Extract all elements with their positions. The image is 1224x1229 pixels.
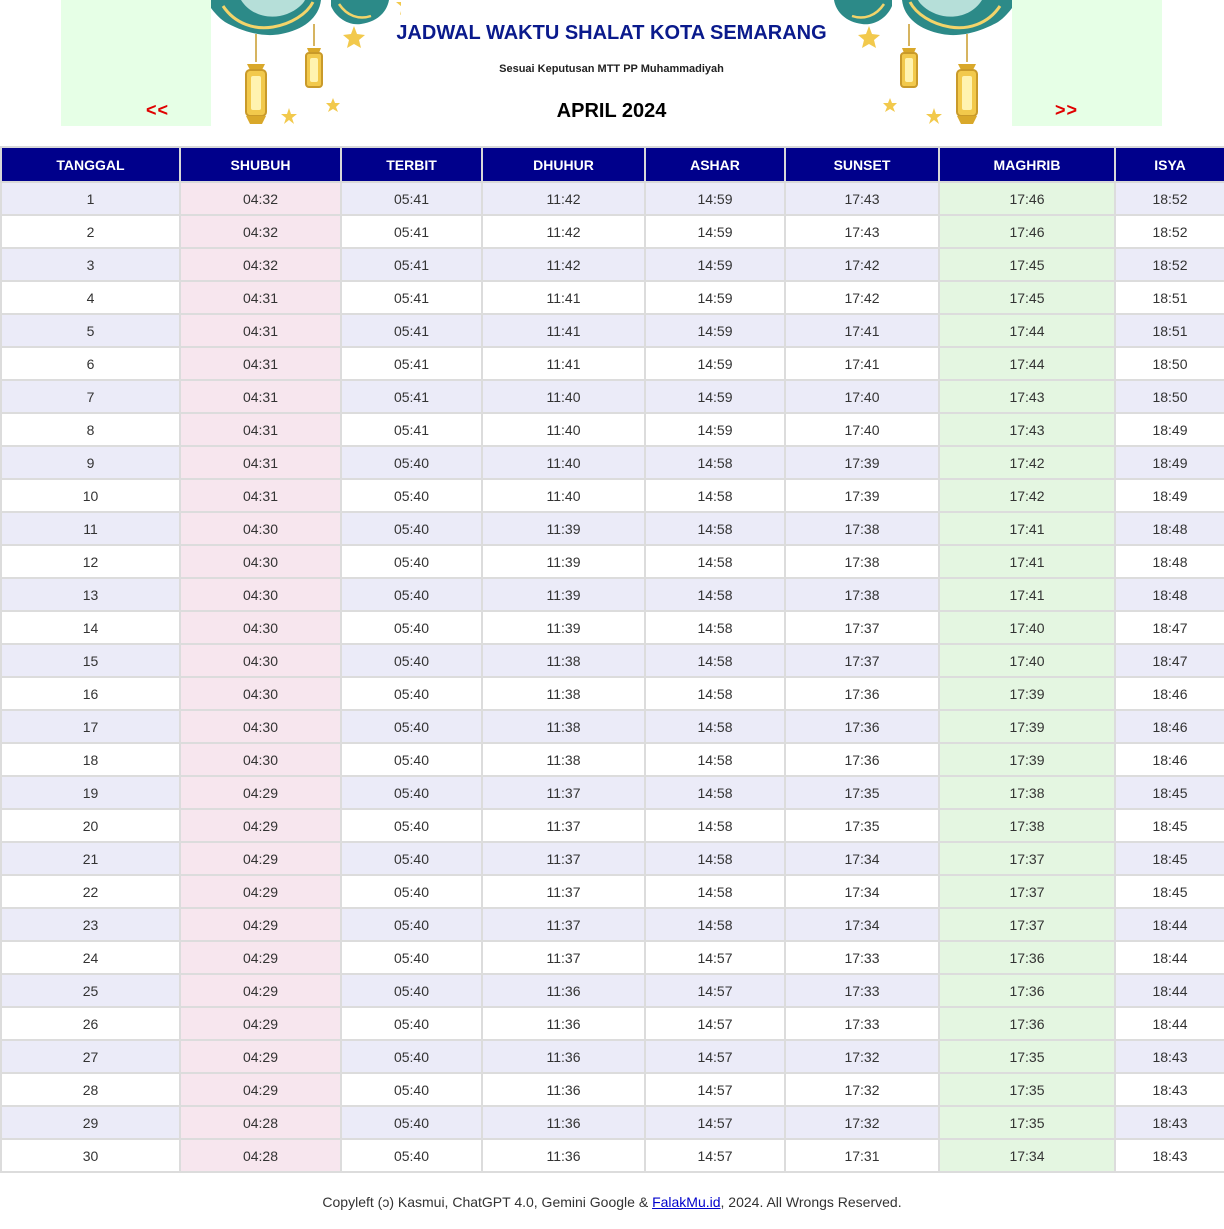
- cell-ashar: 14:59: [645, 182, 785, 215]
- cell-terbit: 05:41: [341, 347, 482, 380]
- cell-isya: 18:43: [1115, 1106, 1224, 1139]
- cell-tanggal: 21: [1, 842, 180, 875]
- cell-tanggal: 10: [1, 479, 180, 512]
- cell-ashar: 14:58: [645, 776, 785, 809]
- cell-terbit: 05:41: [341, 380, 482, 413]
- cell-shubuh: 04:29: [180, 1073, 341, 1106]
- table-row: [1, 611, 1224, 644]
- cell-tanggal: 22: [1, 875, 180, 908]
- cell-tanggal: 7: [1, 380, 180, 413]
- cell-shubuh: 04:29: [180, 1007, 341, 1040]
- cell-terbit: 05:41: [341, 413, 482, 446]
- cell-ashar: 14:58: [645, 875, 785, 908]
- cell-terbit: 05:40: [341, 776, 482, 809]
- cell-shubuh: 04:30: [180, 644, 341, 677]
- cell-ashar: 14:59: [645, 314, 785, 347]
- cell-sunset: 17:35: [785, 776, 939, 809]
- cell-sunset: 17:36: [785, 677, 939, 710]
- cell-ashar: 14:58: [645, 545, 785, 578]
- cell-dhuhur: 11:42: [482, 182, 645, 215]
- cell-dhuhur: 11:39: [482, 578, 645, 611]
- table-row: [1, 677, 1224, 710]
- cell-isya: 18:44: [1115, 908, 1224, 941]
- cell-sunset: 17:35: [785, 809, 939, 842]
- cell-isya: 18:51: [1115, 314, 1224, 347]
- column-header-sunset: SUNSET: [785, 147, 939, 182]
- cell-isya: 18:51: [1115, 281, 1224, 314]
- cell-shubuh: 04:31: [180, 413, 341, 446]
- cell-shubuh: 04:31: [180, 380, 341, 413]
- cell-tanggal: 19: [1, 776, 180, 809]
- cell-isya: 18:43: [1115, 1040, 1224, 1073]
- cell-maghrib: 17:42: [939, 446, 1115, 479]
- banner-right-panel: [1012, 0, 1162, 126]
- cell-shubuh: 04:29: [180, 809, 341, 842]
- cell-ashar: 14:57: [645, 1007, 785, 1040]
- cell-sunset: 17:33: [785, 1007, 939, 1040]
- cell-sunset: 17:36: [785, 710, 939, 743]
- cell-sunset: 17:38: [785, 545, 939, 578]
- page-subtitle: Sesuai Keputusan MTT PP Muhammadiyah: [499, 63, 724, 75]
- table-row: [1, 1106, 1224, 1139]
- cell-maghrib: 17:40: [939, 611, 1115, 644]
- cell-terbit: 05:40: [341, 908, 482, 941]
- cell-terbit: 05:40: [341, 809, 482, 842]
- cell-shubuh: 04:30: [180, 743, 341, 776]
- table-body: [1, 182, 1224, 1172]
- cell-dhuhur: 11:38: [482, 743, 645, 776]
- table-row: [1, 347, 1224, 380]
- cell-shubuh: 04:31: [180, 347, 341, 380]
- table-row: [1, 974, 1224, 1007]
- cell-sunset: 17:42: [785, 248, 939, 281]
- cell-dhuhur: 11:36: [482, 1040, 645, 1073]
- cell-shubuh: 04:32: [180, 182, 341, 215]
- cell-maghrib: 17:41: [939, 578, 1115, 611]
- cell-dhuhur: 11:36: [482, 974, 645, 1007]
- cell-shubuh: 04:29: [180, 842, 341, 875]
- cell-tanggal: 18: [1, 743, 180, 776]
- cell-shubuh: 04:32: [180, 215, 341, 248]
- cell-sunset: 17:40: [785, 380, 939, 413]
- cell-maghrib: 17:35: [939, 1040, 1115, 1073]
- table-row: [1, 809, 1224, 842]
- table-row: [1, 941, 1224, 974]
- cell-isya: 18:44: [1115, 1007, 1224, 1040]
- table-row: [1, 545, 1224, 578]
- cell-dhuhur: 11:36: [482, 1139, 645, 1172]
- cell-shubuh: 04:30: [180, 578, 341, 611]
- cell-maghrib: 17:45: [939, 248, 1115, 281]
- cell-tanggal: 17: [1, 710, 180, 743]
- cell-tanggal: 26: [1, 1007, 180, 1040]
- cell-maghrib: 17:43: [939, 380, 1115, 413]
- cell-maghrib: 17:39: [939, 677, 1115, 710]
- cell-tanggal: 13: [1, 578, 180, 611]
- cell-dhuhur: 11:40: [482, 380, 645, 413]
- cell-isya: 18:49: [1115, 413, 1224, 446]
- table-row: [1, 281, 1224, 314]
- cell-maghrib: 17:34: [939, 1139, 1115, 1172]
- cell-dhuhur: 11:37: [482, 875, 645, 908]
- cell-shubuh: 04:30: [180, 611, 341, 644]
- column-header-terbit: TERBIT: [341, 147, 482, 182]
- cell-ashar: 14:58: [645, 578, 785, 611]
- column-header-dhuhur: DHUHUR: [482, 147, 645, 182]
- table-row: [1, 776, 1224, 809]
- cell-sunset: 17:33: [785, 941, 939, 974]
- cell-tanggal: 24: [1, 941, 180, 974]
- table-row: [1, 314, 1224, 347]
- cell-sunset: 17:38: [785, 512, 939, 545]
- cell-isya: 18:43: [1115, 1073, 1224, 1106]
- cell-ashar: 14:59: [645, 248, 785, 281]
- cell-dhuhur: 11:36: [482, 1106, 645, 1139]
- cell-tanggal: 16: [1, 677, 180, 710]
- cell-dhuhur: 11:37: [482, 941, 645, 974]
- cell-terbit: 05:40: [341, 710, 482, 743]
- cell-tanggal: 15: [1, 644, 180, 677]
- cell-isya: 18:45: [1115, 809, 1224, 842]
- cell-ashar: 14:58: [645, 644, 785, 677]
- cell-sunset: 17:42: [785, 281, 939, 314]
- cell-terbit: 05:40: [341, 743, 482, 776]
- cell-dhuhur: 11:40: [482, 446, 645, 479]
- cell-maghrib: 17:45: [939, 281, 1115, 314]
- cell-terbit: 05:40: [341, 1073, 482, 1106]
- cell-shubuh: 04:30: [180, 545, 341, 578]
- cell-terbit: 05:40: [341, 512, 482, 545]
- next-month-link[interactable]: >>: [1055, 100, 1079, 120]
- cell-isya: 18:44: [1115, 974, 1224, 1007]
- cell-dhuhur: 11:41: [482, 347, 645, 380]
- cell-sunset: 17:32: [785, 1040, 939, 1073]
- cell-tanggal: 8: [1, 413, 180, 446]
- prev-month-link[interactable]: <<: [146, 100, 170, 120]
- cell-dhuhur: 11:40: [482, 413, 645, 446]
- table-row: [1, 446, 1224, 479]
- cell-sunset: 17:41: [785, 314, 939, 347]
- cell-terbit: 05:40: [341, 578, 482, 611]
- table-row: [1, 908, 1224, 941]
- table-row: [1, 578, 1224, 611]
- cell-dhuhur: 11:38: [482, 644, 645, 677]
- cell-terbit: 05:40: [341, 941, 482, 974]
- table-row: [1, 875, 1224, 908]
- cell-terbit: 05:40: [341, 1106, 482, 1139]
- footer-text-prefix: Copyleft (ɔ) Kasmui, ChatGPT 4.0, Gemini Google &: [322, 1194, 653, 1210]
- cell-ashar: 14:58: [645, 908, 785, 941]
- cell-tanggal: 2: [1, 215, 180, 248]
- table-row: [1, 710, 1224, 743]
- cell-isya: 18:43: [1115, 1139, 1224, 1172]
- cell-shubuh: 04:30: [180, 710, 341, 743]
- cell-shubuh: 04:29: [180, 941, 341, 974]
- cell-sunset: 17:39: [785, 446, 939, 479]
- column-header-maghrib: MAGHRIB: [939, 147, 1115, 182]
- cell-terbit: 05:41: [341, 248, 482, 281]
- cell-terbit: 05:40: [341, 875, 482, 908]
- cell-tanggal: 23: [1, 908, 180, 941]
- cell-ashar: 14:57: [645, 974, 785, 1007]
- banner-center: [211, 0, 1012, 126]
- cell-ashar: 14:58: [645, 842, 785, 875]
- cell-sunset: 17:32: [785, 1073, 939, 1106]
- cell-ashar: 14:59: [645, 380, 785, 413]
- cell-ashar: 14:58: [645, 446, 785, 479]
- month-label: APRIL 2024: [556, 100, 667, 122]
- cell-sunset: 17:43: [785, 182, 939, 215]
- cell-terbit: 05:40: [341, 842, 482, 875]
- cell-dhuhur: 11:37: [482, 842, 645, 875]
- cell-dhuhur: 11:42: [482, 215, 645, 248]
- cell-tanggal: 6: [1, 347, 180, 380]
- column-header-tanggal: TANGGAL: [1, 147, 180, 182]
- cell-maghrib: 17:41: [939, 545, 1115, 578]
- cell-shubuh: 04:29: [180, 908, 341, 941]
- cell-tanggal: 25: [1, 974, 180, 1007]
- cell-shubuh: 04:31: [180, 446, 341, 479]
- cell-tanggal: 28: [1, 1073, 180, 1106]
- cell-terbit: 05:40: [341, 677, 482, 710]
- cell-sunset: 17:34: [785, 908, 939, 941]
- cell-dhuhur: 11:39: [482, 611, 645, 644]
- cell-shubuh: 04:28: [180, 1106, 341, 1139]
- cell-isya: 18:44: [1115, 941, 1224, 974]
- cell-tanggal: 30: [1, 1139, 180, 1172]
- cell-dhuhur: 11:41: [482, 281, 645, 314]
- cell-dhuhur: 11:37: [482, 908, 645, 941]
- cell-maghrib: 17:43: [939, 413, 1115, 446]
- table-row: [1, 215, 1224, 248]
- cell-terbit: 05:40: [341, 1007, 482, 1040]
- cell-ashar: 14:58: [645, 611, 785, 644]
- cell-maghrib: 17:40: [939, 644, 1115, 677]
- cell-ashar: 14:58: [645, 479, 785, 512]
- cell-isya: 18:46: [1115, 743, 1224, 776]
- cell-shubuh: 04:29: [180, 875, 341, 908]
- footer-copyright: [0, 1194, 1224, 1210]
- cell-sunset: 17:37: [785, 611, 939, 644]
- cell-sunset: 17:39: [785, 479, 939, 512]
- cell-isya: 18:50: [1115, 347, 1224, 380]
- cell-isya: 18:48: [1115, 512, 1224, 545]
- cell-tanggal: 3: [1, 248, 180, 281]
- cell-tanggal: 11: [1, 512, 180, 545]
- table-row: [1, 644, 1224, 677]
- cell-terbit: 05:40: [341, 479, 482, 512]
- prayer-schedule-table: [0, 146, 1224, 1173]
- cell-isya: 18:48: [1115, 578, 1224, 611]
- cell-sunset: 17:32: [785, 1106, 939, 1139]
- cell-ashar: 14:58: [645, 809, 785, 842]
- cell-dhuhur: 11:38: [482, 677, 645, 710]
- banner-left-panel: [61, 0, 211, 126]
- header-banner: [61, 0, 1162, 126]
- cell-terbit: 05:40: [341, 974, 482, 1007]
- cell-isya: 18:52: [1115, 248, 1224, 281]
- cell-ashar: 14:57: [645, 1106, 785, 1139]
- table-row: [1, 479, 1224, 512]
- cell-ashar: 14:57: [645, 1139, 785, 1172]
- table-row: [1, 512, 1224, 545]
- cell-shubuh: 04:31: [180, 479, 341, 512]
- cell-sunset: 17:43: [785, 215, 939, 248]
- cell-maghrib: 17:37: [939, 908, 1115, 941]
- cell-dhuhur: 11:38: [482, 710, 645, 743]
- cell-isya: 18:49: [1115, 479, 1224, 512]
- cell-ashar: 14:57: [645, 941, 785, 974]
- cell-maghrib: 17:35: [939, 1073, 1115, 1106]
- cell-maghrib: 17:44: [939, 347, 1115, 380]
- cell-dhuhur: 11:42: [482, 248, 645, 281]
- cell-dhuhur: 11:41: [482, 314, 645, 347]
- cell-sunset: 17:41: [785, 347, 939, 380]
- cell-shubuh: 04:29: [180, 1040, 341, 1073]
- cell-isya: 18:52: [1115, 215, 1224, 248]
- cell-maghrib: 17:36: [939, 974, 1115, 1007]
- cell-isya: 18:47: [1115, 611, 1224, 644]
- cell-tanggal: 20: [1, 809, 180, 842]
- falakmu-link[interactable]: FalakMu.id: [652, 1194, 721, 1210]
- cell-tanggal: 14: [1, 611, 180, 644]
- table-header-row: [1, 147, 1224, 182]
- cell-ashar: 14:58: [645, 512, 785, 545]
- cell-maghrib: 17:35: [939, 1106, 1115, 1139]
- cell-terbit: 05:41: [341, 314, 482, 347]
- cell-tanggal: 1: [1, 182, 180, 215]
- cell-tanggal: 9: [1, 446, 180, 479]
- cell-tanggal: 27: [1, 1040, 180, 1073]
- table-row: [1, 1073, 1224, 1106]
- cell-maghrib: 17:39: [939, 710, 1115, 743]
- cell-isya: 18:49: [1115, 446, 1224, 479]
- cell-maghrib: 17:36: [939, 941, 1115, 974]
- cell-maghrib: 17:39: [939, 743, 1115, 776]
- table-row: [1, 413, 1224, 446]
- cell-ashar: 14:59: [645, 347, 785, 380]
- cell-maghrib: 17:38: [939, 809, 1115, 842]
- cell-maghrib: 17:42: [939, 479, 1115, 512]
- table-row: [1, 182, 1224, 215]
- footer-text-suffix: , 2024. All Wrongs Reserved.: [720, 1194, 902, 1210]
- cell-isya: 18:46: [1115, 677, 1224, 710]
- cell-tanggal: 5: [1, 314, 180, 347]
- cell-isya: 18:45: [1115, 842, 1224, 875]
- cell-maghrib: 17:36: [939, 1007, 1115, 1040]
- cell-isya: 18:45: [1115, 875, 1224, 908]
- cell-terbit: 05:40: [341, 545, 482, 578]
- cell-isya: 18:52: [1115, 182, 1224, 215]
- cell-terbit: 05:40: [341, 1139, 482, 1172]
- cell-terbit: 05:41: [341, 215, 482, 248]
- cell-maghrib: 17:37: [939, 875, 1115, 908]
- cell-dhuhur: 11:36: [482, 1007, 645, 1040]
- cell-maghrib: 17:37: [939, 842, 1115, 875]
- cell-ashar: 14:57: [645, 1073, 785, 1106]
- cell-dhuhur: 11:37: [482, 809, 645, 842]
- cell-tanggal: 4: [1, 281, 180, 314]
- cell-shubuh: 04:28: [180, 1139, 341, 1172]
- cell-sunset: 17:38: [785, 578, 939, 611]
- table-row: [1, 1139, 1224, 1172]
- cell-sunset: 17:37: [785, 644, 939, 677]
- cell-maghrib: 17:38: [939, 776, 1115, 809]
- cell-maghrib: 17:46: [939, 215, 1115, 248]
- cell-tanggal: 12: [1, 545, 180, 578]
- cell-ashar: 14:59: [645, 281, 785, 314]
- cell-shubuh: 04:31: [180, 314, 341, 347]
- table-row: [1, 842, 1224, 875]
- cell-terbit: 05:40: [341, 1040, 482, 1073]
- table-row: [1, 248, 1224, 281]
- cell-shubuh: 04:31: [180, 281, 341, 314]
- cell-isya: 18:45: [1115, 776, 1224, 809]
- cell-sunset: 17:34: [785, 875, 939, 908]
- cell-terbit: 05:41: [341, 182, 482, 215]
- cell-ashar: 14:58: [645, 677, 785, 710]
- cell-terbit: 05:41: [341, 281, 482, 314]
- column-header-shubuh: SHUBUH: [180, 147, 341, 182]
- cell-maghrib: 17:41: [939, 512, 1115, 545]
- cell-shubuh: 04:32: [180, 248, 341, 281]
- cell-ashar: 14:57: [645, 1040, 785, 1073]
- cell-terbit: 05:40: [341, 446, 482, 479]
- cell-isya: 18:46: [1115, 710, 1224, 743]
- cell-sunset: 17:36: [785, 743, 939, 776]
- cell-tanggal: 29: [1, 1106, 180, 1139]
- table-row: [1, 1040, 1224, 1073]
- cell-dhuhur: 11:36: [482, 1073, 645, 1106]
- cell-ashar: 14:59: [645, 413, 785, 446]
- cell-shubuh: 04:30: [180, 677, 341, 710]
- cell-maghrib: 17:46: [939, 182, 1115, 215]
- cell-ashar: 14:58: [645, 743, 785, 776]
- cell-sunset: 17:33: [785, 974, 939, 1007]
- cell-shubuh: 04:30: [180, 512, 341, 545]
- cell-sunset: 17:34: [785, 842, 939, 875]
- page-title: JADWAL WAKTU SHALAT KOTA SEMARANG: [396, 22, 827, 44]
- cell-dhuhur: 11:37: [482, 776, 645, 809]
- cell-dhuhur: 11:40: [482, 479, 645, 512]
- cell-sunset: 17:31: [785, 1139, 939, 1172]
- cell-isya: 18:47: [1115, 644, 1224, 677]
- cell-ashar: 14:59: [645, 215, 785, 248]
- table-row: [1, 743, 1224, 776]
- cell-maghrib: 17:44: [939, 314, 1115, 347]
- cell-isya: 18:48: [1115, 545, 1224, 578]
- column-header-ashar: ASHAR: [645, 147, 785, 182]
- table-row: [1, 380, 1224, 413]
- cell-dhuhur: 11:39: [482, 545, 645, 578]
- cell-shubuh: 04:29: [180, 974, 341, 1007]
- column-header-isya: ISYA: [1115, 147, 1224, 182]
- cell-ashar: 14:58: [645, 710, 785, 743]
- cell-terbit: 05:40: [341, 611, 482, 644]
- cell-terbit: 05:40: [341, 644, 482, 677]
- cell-isya: 18:50: [1115, 380, 1224, 413]
- cell-sunset: 17:40: [785, 413, 939, 446]
- cell-dhuhur: 11:39: [482, 512, 645, 545]
- table-row: [1, 1007, 1224, 1040]
- cell-shubuh: 04:29: [180, 776, 341, 809]
